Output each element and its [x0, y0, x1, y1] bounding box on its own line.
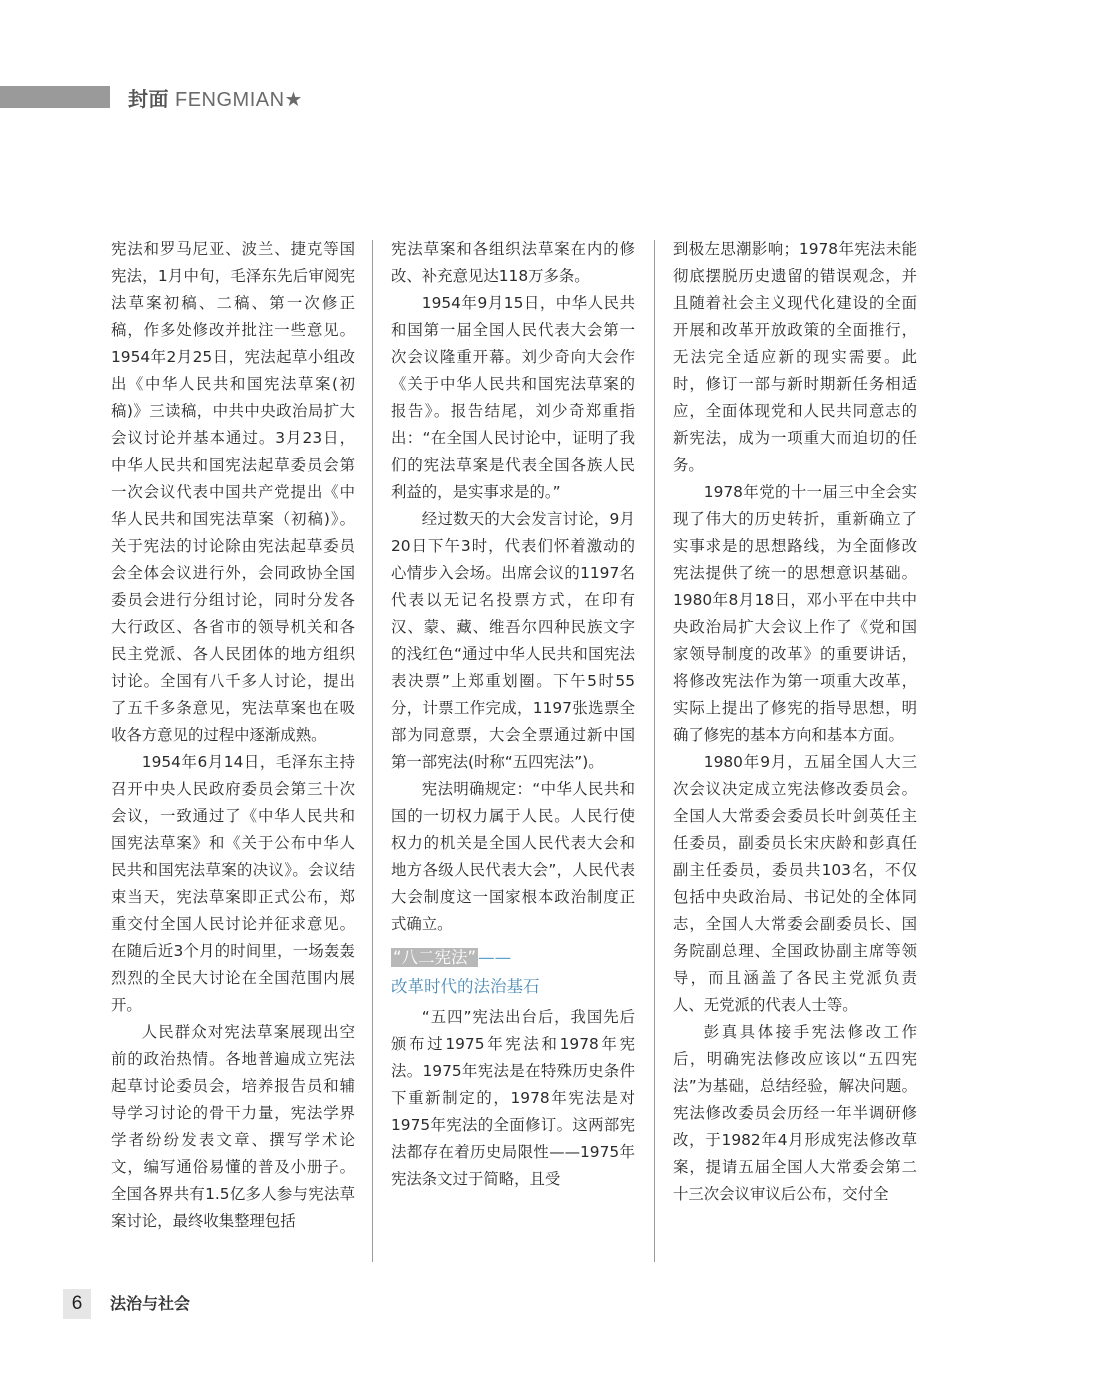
paragraph: 1980年9月，五届全国人大三次会议决定成立宪法修改委员会。全国人大常委会委员长叶剑英任主任委员，副委员长宋庆龄和彭真任副主任委员，委员共103名，不仅包括中央政治局、书记处的全体同志，全国人大常委会副委员长、国务院副总理、全国政协副主席等领导，而且涵盖了各民主党派负责人、无党派的代表人士等。	[673, 753, 917, 1014]
magazine-name: 法治与社会	[110, 1294, 191, 1313]
section-name-cn: 封面	[128, 87, 169, 111]
page-number: 6	[63, 1289, 91, 1319]
paragraph: “五四”宪法出台后，我国先后颁布过1975年宪法和1978年宪法。1975年宪法是在特殊历史条件下重新制定的，1978年宪法是对1975年宪法的全面修订。这两部宪法都存在着历史局限性——1975年宪法条文过于简略，且受	[391, 1008, 635, 1188]
article-column-3	[673, 236, 917, 1208]
column-divider	[654, 240, 655, 1262]
paragraph: 1978年党的十一届三中全会实现了伟大的历史转折，重新确立了实事求是的思想路线，为全面修改宪法提供了统一的思想意识基础。1980年8月18日，邓小平在中共中央政治局扩大会议上作了《党和国家领导制度的改革》的重要讲话，将修改宪法作为第一项重大改革，实际上提出了修宪的指导思想，明确了修宪的基本方向和基本方面。	[673, 483, 917, 744]
header-color-bar	[0, 86, 110, 108]
article-column-2	[391, 236, 635, 1193]
section-heading	[391, 944, 635, 972]
section-heading-dash: ——	[478, 948, 512, 967]
section-header	[128, 86, 303, 112]
section-subheading: 改革时代的法治基石	[391, 977, 540, 996]
paragraph: 经过数天的大会发言讨论，9月20日下午3时，代表们怀着激动的心情步入会场。出席会议的1197名代表以无记名投票方式，在印有汉、蒙、藏、维吾尔四种民族文字的浅红色“通过中华人民共和国宪法表决票”上郑重划圈。下午5时55分，计票工作完成，1197张选票全部为同意票，大会全票通过新中国第一部宪法(时称“五四宪法”)。	[391, 510, 635, 771]
paragraph: 人民群众对宪法草案展现出空前的政治热情。各地普遍成立宪法起草讨论委员会，培养报告员和辅导学习讨论的骨干力量，宪法学界学者纷纷发表文章、撰写学术论文，编写通俗易懂的普及小册子。全国各界共有1.5亿多人参与宪法草案讨论，最终收集整理包括	[111, 1023, 355, 1230]
paragraph: 宪法草案和各组织法草案在内的修改、补充意见达118万多条。	[391, 240, 635, 285]
article-column-1	[111, 236, 355, 1235]
paragraph: 彭真具体接手宪法修改工作后，明确宪法修改应该以“五四宪法”为基础，总结经验，解决问题。宪法修改委员会历经一年半调研修改，于1982年4月形成宪法修改草案，提请五届全国人大常委会第二十三次会议审议后公布，交付全	[673, 1023, 917, 1203]
paragraph: 1954年9月15日，中华人民共和国第一届全国人民代表大会第一次会议隆重开幕。刘少奇向大会作《关于中华人民共和国宪法草案的报告》。报告结尾，刘少奇郑重指出：“在全国人民讨论中，证明了我们的宪法草案是代表全国各族人民利益的，是实事求是的。”	[391, 294, 635, 501]
section-heading-highlight: “八二宪法”	[393, 948, 477, 967]
column-divider	[372, 240, 373, 1262]
section-name-en: FENGMIAN★	[175, 89, 303, 111]
paragraph: 到极左思潮影响；1978年宪法未能彻底摆脱历史遗留的错误观念，并且随着社会主义现代化建设的全面开展和改革开放政策的全面推行，无法完全适应新的现实需要。此时，修订一部与新时期新任务相适应，全面体现党和人民共同意志的新宪法，成为一项重大而迫切的任务。	[673, 240, 917, 474]
paragraph: 宪法明确规定：“中华人民共和国的一切权力属于人民。人民行使权力的机关是全国人民代表大会和地方各级人民代表大会”，人民代表大会制度这一国家根本政治制度正式确立。	[391, 780, 635, 933]
paragraph: 1954年6月14日，毛泽东主持召开中央人民政府委员会第三十次会议，一致通过了《中华人民共和国宪法草案》和《关于公布中华人民共和国宪法草案的决议》。会议结束当天，宪法草案即正式公布，郑重交付全国人民讨论并征求意见。在随后近3个月的时间里，一场轰轰烈烈的全民大讨论在全国范围内展开。	[111, 753, 355, 1014]
paragraph: 宪法和罗马尼亚、波兰、捷克等国宪法，1月中旬，毛泽东先后审阅宪法草案初稿、二稿、第一次修正稿，作多处修改并批注一些意见。1954年2月25日，宪法起草小组改出《中华人民共和国宪法草案(初稿)》三读稿，中共中央政治局扩大会议讨论并基本通过。3月23日，中华人民共和国宪法起草委员会第一次会议代表中国共产党提出《中华人民共和国宪法草案（初稿)》。关于宪法的讨论除由宪法起草委员会全体会议进行外，会同政协全国委员会进行分组讨论，同时分发各大行政区、各省市的领导机关和各民主党派、各人民团体的地方组织讨论。全国有八千多人讨论，提出了五千多条意见，宪法草案也在吸收各方意见的过程中逐渐成熟。	[111, 240, 355, 744]
